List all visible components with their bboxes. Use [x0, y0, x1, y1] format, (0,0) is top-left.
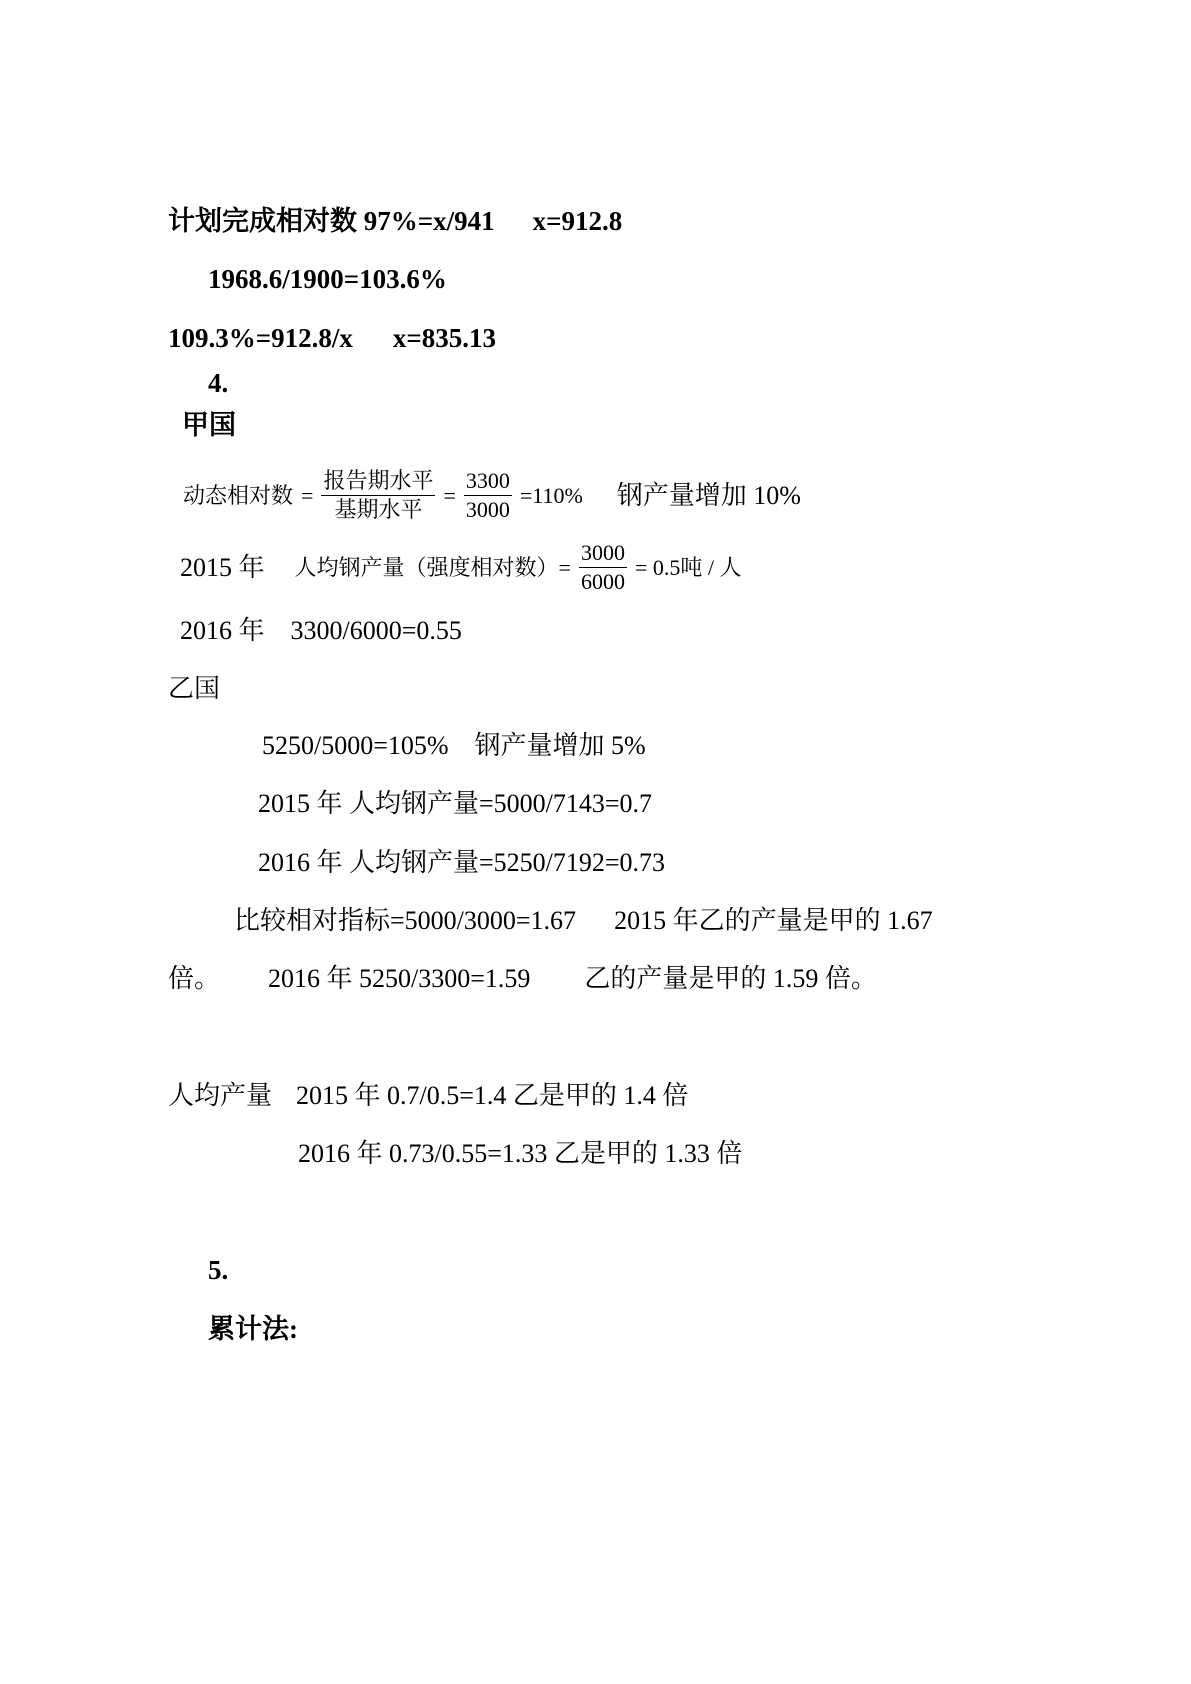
plan-completion-formula: 计划完成相对数 97%=x/941 [168, 206, 495, 236]
line-2016-jia [180, 618, 462, 644]
per-capita-label: 人均产量 [168, 1081, 273, 1110]
formula-result: = 0.5吨 / 人 [634, 554, 742, 580]
formula-year: 2015 年 [180, 552, 265, 582]
fraction-3000-over-6000 [579, 542, 627, 593]
line-yi-2016: 2016 年 人均钢产量=5250/7192=0.73 [258, 848, 666, 877]
fraction-numerator: 报告期水平 [321, 470, 435, 496]
fraction-numerator: 3000 [579, 542, 627, 568]
line-yi-2015: 2015 年 人均钢产量=5000/7143=0.7 [258, 789, 653, 818]
fraction-3300-over-3000 [464, 470, 512, 521]
line-comparison-cont [168, 966, 877, 992]
fraction-denominator: 基期水平 [334, 497, 423, 522]
line-solve-x [168, 325, 496, 352]
formula-per-capita-2015 [180, 542, 741, 593]
line-plan-completion [168, 208, 622, 235]
growth-note: 钢产量增加 5% [474, 731, 646, 760]
heading-cumulative-method: 累计法: [208, 1314, 298, 1344]
formula-note: 钢产量增加 10% [616, 480, 801, 510]
fraction-numerator: 3300 [464, 470, 512, 496]
question-number-4: 4. [208, 368, 229, 398]
formula-equals: = [443, 482, 456, 508]
line-yi-growth [262, 733, 646, 759]
question-number-5: 5. [208, 1255, 229, 1285]
line-per-capita-2016: 2016 年 0.73/0.55=1.33 乙是甲的 1.33 倍 [298, 1139, 743, 1168]
comparison-2016: 2016 年 5250/3300=1.59 [268, 964, 531, 993]
plan-completion-result: x=912.8 [532, 206, 623, 236]
formula-label: 人均钢产量（强度相对数）= [294, 554, 571, 580]
heading-country-jia: 甲国 [182, 410, 236, 440]
fraction-report-over-base [321, 470, 435, 521]
growth-ratio: 5250/5000=105% [262, 731, 449, 760]
comparison-formula: 比较相对指标=5000/3000=1.67 [234, 906, 577, 935]
comparison-2016-note: 乙的产量是甲的 1.59 倍。 [584, 964, 877, 993]
formula-result: =110% [519, 482, 583, 508]
fraction-denominator: 3000 [465, 497, 510, 522]
per-capita-value: 3300/6000=0.55 [290, 616, 462, 645]
line-comparison [234, 908, 933, 934]
comparison-suffix: 倍。 [168, 964, 221, 993]
line-per-capita-2015 [168, 1083, 688, 1109]
year-label: 2016 年 [180, 616, 265, 645]
comparison-note: 2015 年乙的产量是甲的 1.67 [614, 906, 933, 935]
solve-x-formula: 109.3%=912.8/x [168, 323, 353, 353]
formula-label: 动态相对数 [183, 482, 294, 508]
formula-dynamic-relative [183, 470, 801, 521]
line-ratio: 1968.6/1900=103.6% [208, 264, 447, 294]
fraction-denominator: 6000 [580, 569, 625, 594]
solve-x-result: x=835.13 [392, 323, 497, 353]
formula-equals: = [301, 482, 314, 508]
heading-country-yi: 乙国 [168, 674, 221, 703]
per-capita-2015: 2015 年 0.7/0.5=1.4 乙是甲的 1.4 倍 [296, 1081, 689, 1110]
